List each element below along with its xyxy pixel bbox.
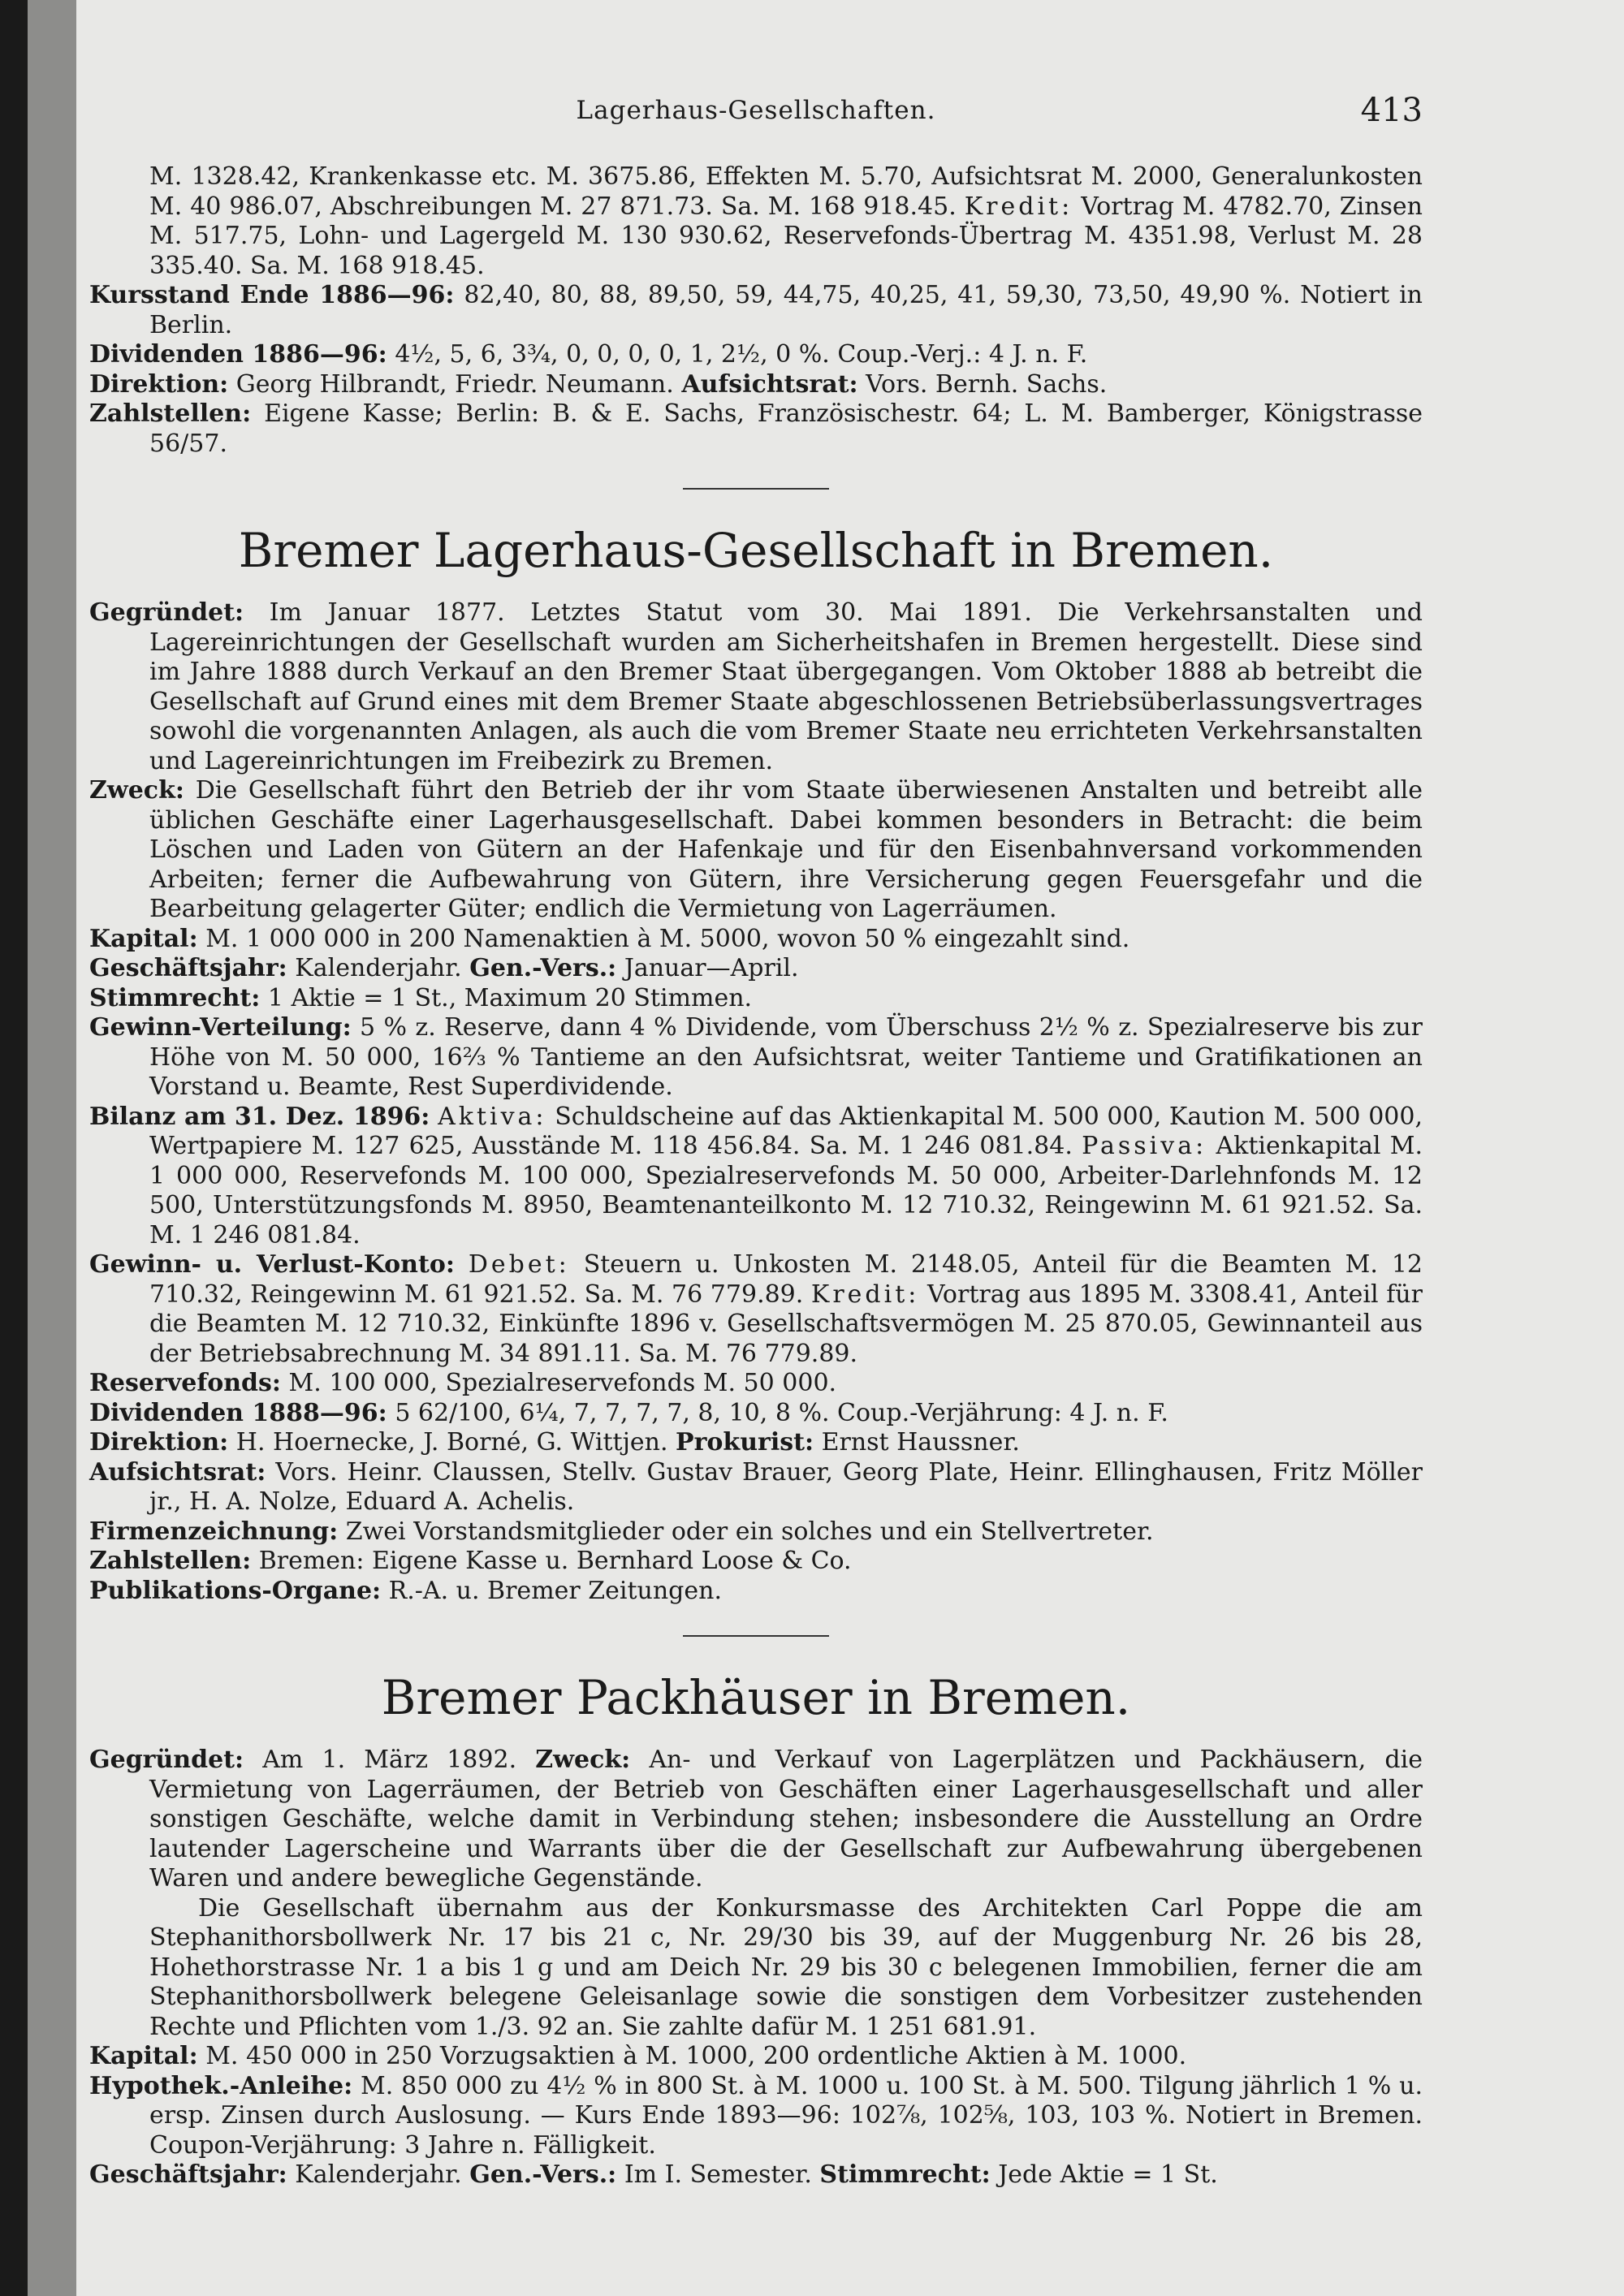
company2-entries <box>89 1746 1423 2190</box>
entry-gegruendet: Gegründet: Im Januar 1877. Letztes Statut vom 30. Mai 1891. Die Verkehrsanstalten und Lagereinrichtungen der Gesellschaft wurden am Sicherheitshafen in Bremen hergestellt. Diese sind im Jahre 1888 durch Verkauf an den Bremer Staat übergegangen. Vom Oktober 1888 ab betreibt die Gesellschaft auf Grund eines mit dem Bremer Staate abgeschlossenen Betriebsüberlassungsvertrages sowohl die vorgenannten Anlagen, als auch die vom Bremer Staate neu errichteten Verkehrsanstalten und Lagereinrichtungen im Freibezirk zu Bremen. <box>89 598 1423 775</box>
entry-kapital: Kapital: M. 1 000 000 in 200 Namenaktien à M. 5000, wovon 50 % eingezahlt sind. <box>89 924 1130 953</box>
company-title-packhaeuser: Bremer Packhäuser in Bremen. <box>381 1670 1131 1725</box>
section-divider <box>683 488 829 490</box>
entry-zahlstellen: Zahlstellen: Bremen: Eigene Kasse u. Bernhard Loose & Co. <box>89 1547 852 1575</box>
previous-accounts: M. 1328.42, Krankenkasse etc. M. 3675.86, Effekten M. 5.70, Aufsichtsrat M. 2000, Generalunkosten M. 40 986.07, Abschreibungen M. 27 871.73. Sa. M. 168 918.45. Kredit: Vortrag M. 4782.70, Zinsen M. 517.75, Lohn- und Lagergeld M. 130 930.62, Reservefonds-Übertrag M. 4351.98, Verlust M. 28 335.40. Sa. M. 168 918.45. <box>149 162 1423 280</box>
entry-firmenzeichnung: Firmenzeichnung: Zwei Vorstandsmitglieder oder ein solches und ein Stellvertreter. <box>89 1517 1154 1546</box>
entry-stimmrecht: Stimmrecht: 1 Aktie = 1 St., Maximum 20 Stimmen. <box>89 983 753 1012</box>
paragraph-acquisition: Die Gesellschaft übernahm aus der Konkursmasse des Architekten Carl Poppe die am Stephanithorsbollwerk Nr. 17 bis 21 c, Nr. 29/30 bis 39, auf der Muggenburg Nr. 26 bis 28, Hohethorstrasse Nr. 1 a bis 1 g und am Deich Nr. 29 bis 30 c belegenen Immobilien, ferner die am Stephanithorsbollwerk belegene Geleisanlage sowie die sonstigen dem Vorbesitzer zustehenden Rechte und Pflichten vom 1./3. 92 an. Sie zahlte dafür M. 1 251 681.91. <box>149 1893 1423 2041</box>
running-title: Lagerhaus-Gesellschaften. <box>576 96 936 125</box>
page-margin-shadow <box>28 0 76 2296</box>
entry-zweck: Zweck: Die Gesellschaft führt den Betrieb der ihr vom Staate überwiesenen Anstalten und betreibt alle üblichen Geschäfte einer Lagerhausgesellschaft. Dabei kommen besonders in Betracht: die beim Löschen und Laden von Gütern an der Hafenkaje und für den Eisenbahnversand vorkommenden Arbeiten; ferner die Aufbewahrung von Gütern, ihre Versicherung gegen Feuersgefahr und die Bearbeitung gelagerter Güter; endlich die Vermietung von Lagerräumen. <box>89 776 1423 923</box>
section-divider <box>683 1635 829 1637</box>
entry-hypothek-anleihe: Hypothek.-Anleihe: M. 850 000 zu 4½ % in 800 St. à M. 1000 u. 100 St. à M. 500. Tilgung jährlich 1 % u. ersp. Zinsen durch Auslosung. — Kurs Ende 1893—96: 102⅞, 102⅝, 103, 103 %. Notiert in Bremen. Coupon-Verjährung: 3 Jahre n. Fälligkeit. <box>89 2071 1423 2160</box>
entry-publikations-organe: Publikations-Organe: R.-A. u. Bremer Zeitungen. <box>89 1576 722 1605</box>
page-content <box>89 92 1423 2190</box>
company-title-lagerhaus: Bremer Lagerhaus-Gesellschaft in Bremen. <box>238 523 1274 578</box>
entry-kapital: Kapital: M. 450 000 in 250 Vorzugsaktien à M. 1000, 200 ordentliche Aktien à M. 1000. <box>89 2042 1187 2070</box>
running-header <box>89 92 1423 145</box>
entry-gewinn-verlust-konto: Gewinn- u. Verlust-Konto: Debet: Steuern u. Unkosten M. 2148.05, Anteil für die Beamten M. 12 710.32, Reingewinn M. 61 921.52. Sa. M. 76 779.89. Kredit: Vortrag aus 1895 M. 3308.41, Anteil für die Beamten M. 12 710.32, Einkünfte 1896 v. Gesellschaftsvermögen M. 25 870.05, Gewinnanteil aus der Betriebsabrechnung M. 34 891.11. Sa. M. 76 779.89. <box>89 1250 1423 1368</box>
company1-entries <box>89 598 1423 1606</box>
entry-direktion: Direktion: Georg Hilbrandt, Friedr. Neumann. Aufsichtsrat: Vors. Bernh. Sachs. <box>89 369 1108 399</box>
entry-geschaeftsjahr: Geschäftsjahr: Kalenderjahr. Gen.-Vers.: Im I. Semester. Stimmrecht: Jede Aktie = 1 St. <box>89 2160 1218 2189</box>
entry-gewinn-verteilung: Gewinn-Verteilung: 5 % z. Reserve, dann 4 % Dividende, vom Überschuss 2½ % z. Spezialreserve bis zur Höhe von M. 50 000, 16⅔ % Tantieme an den Aufsichtsrat, weiter Tantieme und Gratifikationen an Vorstand u. Beamte, Rest Superdividende. <box>89 1013 1423 1101</box>
entry-reservefonds: Reservefonds: M. 100 000, Spezialreservefonds M. 50 000. <box>89 1369 837 1397</box>
page-number: 413 <box>1360 92 1423 129</box>
entry-aufsichtsrat: Aufsichtsrat: Vors. Heinr. Claussen, Stellv. Gustav Brauer, Georg Plate, Heinr. Ellinghausen, Fritz Möller jr., H. A. Nolze, Eduard A. Achelis. <box>89 1457 1423 1516</box>
previous-company-tail <box>89 162 1423 459</box>
entry-kursstand: Kursstand Ende 1886—96: 82,40, 80, 88, 89,50, 59, 44,75, 40,25, 41, 59,30, 73,50, 49,90 %. Notiert in Berlin. <box>89 281 1423 339</box>
entry-dividenden: Dividenden 1886—96: 4½, 5, 6, 3¾, 0, 0, 0, 0, 1, 2½, 0 %. Coup.-Verj.: 4 J. n. F. <box>89 340 1088 369</box>
entry-geschaeftsjahr: Geschäftsjahr: Kalenderjahr. Gen.-Vers.: Januar—April. <box>89 954 799 982</box>
entry-direktion: Direktion: H. Hoernecke, J. Borné, G. Wittjen. Prokurist: Ernst Haussner. <box>89 1428 1020 1457</box>
entry-gegruendet: Gegründet: Am 1. März 1892. Zweck: An- und Verkauf von Lagerplätzen und Packhäusern, die Vermietung von Lagerräumen, der Betrieb von Geschäften einer Lagerhausgesellschaft und aller sonstigen Geschäfte, welche damit in Verbindung stehen; insbesondere die Ausstellung an Ordre lautender Lagerscheine und Warrants über die der Gesellschaft zur Aufbewahrung übergebenen Waren und andere bewegliche Gegenstände. <box>89 1746 1423 1892</box>
binding-edge <box>0 0 28 2296</box>
entry-bilanz: Bilanz am 31. Dez. 1896: Aktiva: Schuldscheine auf das Aktienkapital M. 500 000, Kaution M. 500 000, Wertpapiere M. 127 625, Ausstände M. 118 456.84. Sa. M. 1 246 081.84. Passiva: Aktienkapital M. 1 000 000, Reservefonds M. 100 000, Spezialreservefonds M. 50 000, Arbeiter-Darlehnfonds M. 12 500, Unterstützungsfonds M. 8950, Beamtenanteilkonto M. 12 710.32, Reingewinn M. 61 921.52. Sa. M. 1 246 081.84. <box>89 1102 1423 1249</box>
entry-dividenden: Dividenden 1888—96: 5 62/100, 6¼, 7, 7, 7, 7, 8, 10, 8 %. Coup.-Verjährung: 4 J. n. F. <box>89 1398 1168 1427</box>
entry-zahlstellen: Zahlstellen: Eigene Kasse; Berlin: B. & E. Sachs, Französischestr. 64; L. M. Bamberger, Königstrasse 56/57. <box>89 399 1423 458</box>
